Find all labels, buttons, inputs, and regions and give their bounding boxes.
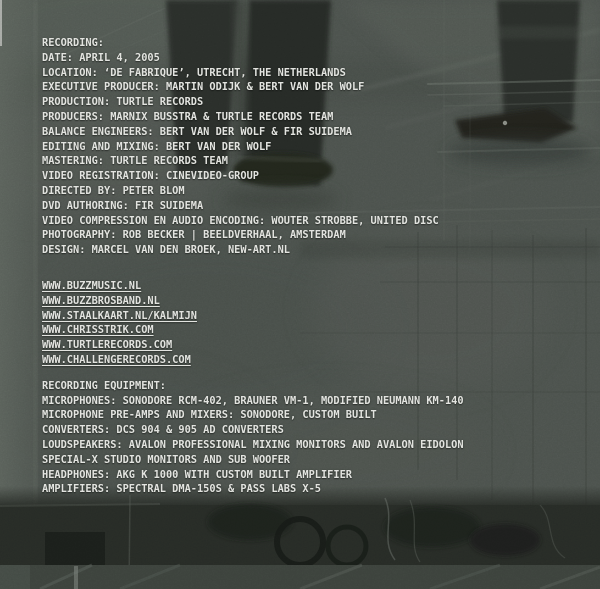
- credit-line-video-registration: VIDEO REGISTRATION: CINEVIDEO-GROUP: [42, 170, 259, 183]
- website-url-chrisstrik: WWW.CHRISSTRIK.COM: [42, 324, 154, 337]
- equipment-line-loudspeakers: LOUDSPEAKERS: AVALON PROFESSIONAL MIXING MONITORS AND AVALON EIDOLON: [42, 438, 464, 451]
- equipment-line-microphones: MICROPHONES: SONODORE RCM-402, BRAUNER VM-1, MODIFIED NEUMANN KM-140: [42, 394, 464, 407]
- equipment-line-headphones: HEADPHONES: AKG K 1000 WITH CUSTOM BUILT AMPLIFIER: [42, 468, 352, 481]
- credit-line-balance-engineers: BALANCE ENGINEERS: BERT VAN DER WOLF & FIR SUIDEMA: [42, 125, 352, 138]
- credit-line-mastering: MASTERING: TURTLE RECORDS TEAM: [42, 155, 228, 168]
- credit-line-design: DESIGN: MARCEL VAN DEN BROEK, NEW-ART.NL: [42, 244, 290, 257]
- website-url-buzzbrosband: WWW.BUZZBROSBAND.NL: [42, 294, 160, 307]
- website-url-staalkaart: WWW.STAALKAART.NL/KALMIJN: [42, 309, 197, 322]
- websites-section: [42, 279, 590, 368]
- credit-line-location: LOCATION: ‘DE FABRIQUE’, UTRECHT, THE NETHERLANDS: [42, 66, 346, 79]
- credit-line-producers: PRODUCERS: MARNIX BUSSTRA & TURTLE RECORDS TEAM: [42, 110, 334, 123]
- credit-line-directed-by: DIRECTED BY: PETER BLOM: [42, 184, 185, 197]
- credit-line-production: PRODUCTION: TURTLE RECORDS: [42, 96, 204, 109]
- website-url-buzzmusic: WWW.BUZZMUSIC.NL: [42, 279, 142, 292]
- equipment-line-amplifiers: AMPLIFIERS: SPECTRAL DMA-150S & PASS LABS X-5: [42, 483, 321, 496]
- section-heading-recording: RECORDING:: [42, 37, 104, 49]
- equipment-line-converters: CONVERTERS: DCS 904 & 905 AD CONVERTERS: [42, 424, 284, 437]
- credit-line-video-compression: VIDEO COMPRESSION EN AUDIO ENCODING: WOUTER STROBBE, UNITED DISC: [42, 214, 439, 227]
- credit-line-dvd-authoring: DVD AUTHORING: FIR SUIDEMA: [42, 199, 204, 212]
- credit-line-date: DATE: APRIL 4, 2005: [42, 51, 160, 64]
- equipment-section: [42, 379, 590, 497]
- website-url-turtlerecords: WWW.TURTLERECORDS.COM: [42, 339, 173, 352]
- credit-line-executive-producer: EXECUTIVE PRODUCER: MARTIN ODIJK & BERT VAN DER WOLF: [42, 81, 365, 94]
- credit-line-photography: PHOTOGRAPHY: ROB BECKER | BEELDVERHAAL, AMSTERDAM: [42, 229, 346, 242]
- equipment-line-studio-monitors: SPECIAL-X STUDIO MONITORS AND SUB WOOFER: [42, 453, 290, 466]
- credit-line-editing-mixing: EDITING AND MIXING: BERT VAN DER WOLF: [42, 140, 272, 153]
- equipment-line-preamps-mixers: MICROPHONE PRE-AMPS AND MIXERS: SONODORE, CUSTOM BUILT: [42, 409, 377, 422]
- website-url-challengerecords: WWW.CHALLENGERECORDS.COM: [42, 353, 191, 366]
- credits-overlay: [42, 36, 590, 497]
- recording-credits-section: [42, 36, 590, 258]
- section-heading-equipment: RECORDING EQUIPMENT:: [42, 379, 166, 392]
